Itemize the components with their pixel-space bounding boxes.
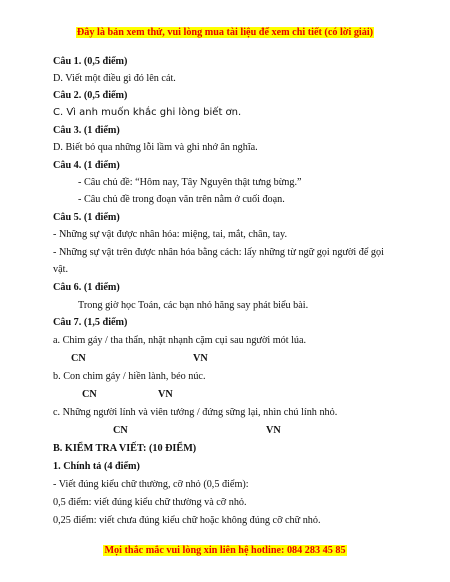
q4-line-b: - Câu chủ đề trong đoạn văn trên nằm ở cuối đoạn. xyxy=(78,194,285,205)
q4-line-a: - Câu chủ đề: “Hôm nay, Tây Nguyên thật tưng bừng.” xyxy=(78,177,302,188)
footer-banner xyxy=(0,545,450,556)
footer-banner-text: Mọi thắc mắc vui lòng xin liên hệ hotline: 084 283 45 85 xyxy=(104,545,346,556)
b1-line-a: - Viết đúng kiểu chữ thường, cỡ nhỏ (0,5 điểm): xyxy=(53,479,249,490)
q7-title: Câu 7. (1,5 điểm) xyxy=(53,317,128,328)
q6-title: Câu 6. (1 điểm) xyxy=(53,282,120,293)
q7-line-b: b. Con chim gáy / hiền lành, béo núc. xyxy=(53,371,206,382)
q7-a-vn-label: VN xyxy=(193,353,208,364)
q5-line-b2: vật. xyxy=(53,264,68,275)
b1-line-b: 0,5 điểm: viết đúng kiểu chữ thường và cỡ nhỏ. xyxy=(53,497,247,508)
b1-line-c: 0,25 điểm: viết chưa đúng kiểu chữ hoặc không đúng cỡ chữ nhỏ. xyxy=(53,515,321,526)
q7-b-vn-label: VN xyxy=(158,389,173,400)
q7-b-cn-label: CN xyxy=(82,389,97,400)
q6-answer: Trong giờ học Toán, các bạn nhỏ hăng say phát biểu bài. xyxy=(78,300,309,311)
q3-answer: D. Biết bỏ qua những lỗi lầm và ghi nhớ ân nghĩa. xyxy=(53,142,258,153)
q5-title: Câu 5. (1 điểm) xyxy=(53,212,120,223)
section-b-title: B. KIỂM TRA VIẾT: (10 ĐIỂM) xyxy=(53,443,197,454)
q4-title: Câu 4. (1 điểm) xyxy=(53,160,120,171)
q7-c-vn-label: VN xyxy=(266,425,281,436)
q3-title: Câu 3. (1 điểm) xyxy=(53,125,120,136)
header-banner xyxy=(0,27,450,38)
q7-a-cn-label: CN xyxy=(71,353,86,364)
b1-title: 1. Chính tả (4 điểm) xyxy=(53,461,140,472)
q2-title: Câu 2. (0,5 điểm) xyxy=(53,90,128,101)
q7-line-a: a. Chim gáy / tha thẩn, nhặt nhạnh cặm cụi sau người mót lúa. xyxy=(53,335,307,346)
q7-c-cn-label: CN xyxy=(113,425,128,436)
q7-line-c: c. Những người lính và viên tướng / đứng sững lại, nhìn chú lính nhỏ. xyxy=(53,407,338,418)
q1-answer: D. Viết một điều gì đó lên cát. xyxy=(53,73,176,84)
q2-answer: C. Vì anh muốn khắc ghi lòng biết ơn. xyxy=(53,107,242,118)
header-banner-text: Đây là bản xem thử, vui lòng mua tài liệu để xem chi tiết (có lời giải) xyxy=(76,27,374,38)
q1-title: Câu 1. (0,5 điểm) xyxy=(53,56,128,67)
q5-line-a: - Những sự vật được nhân hóa: miệng, tai, mắt, chân, tay. xyxy=(53,229,288,240)
q5-line-b1: - Những sự vật trên được nhân hóa bằng cách: lấy những từ ngữ gọi người để gọi xyxy=(53,247,384,258)
